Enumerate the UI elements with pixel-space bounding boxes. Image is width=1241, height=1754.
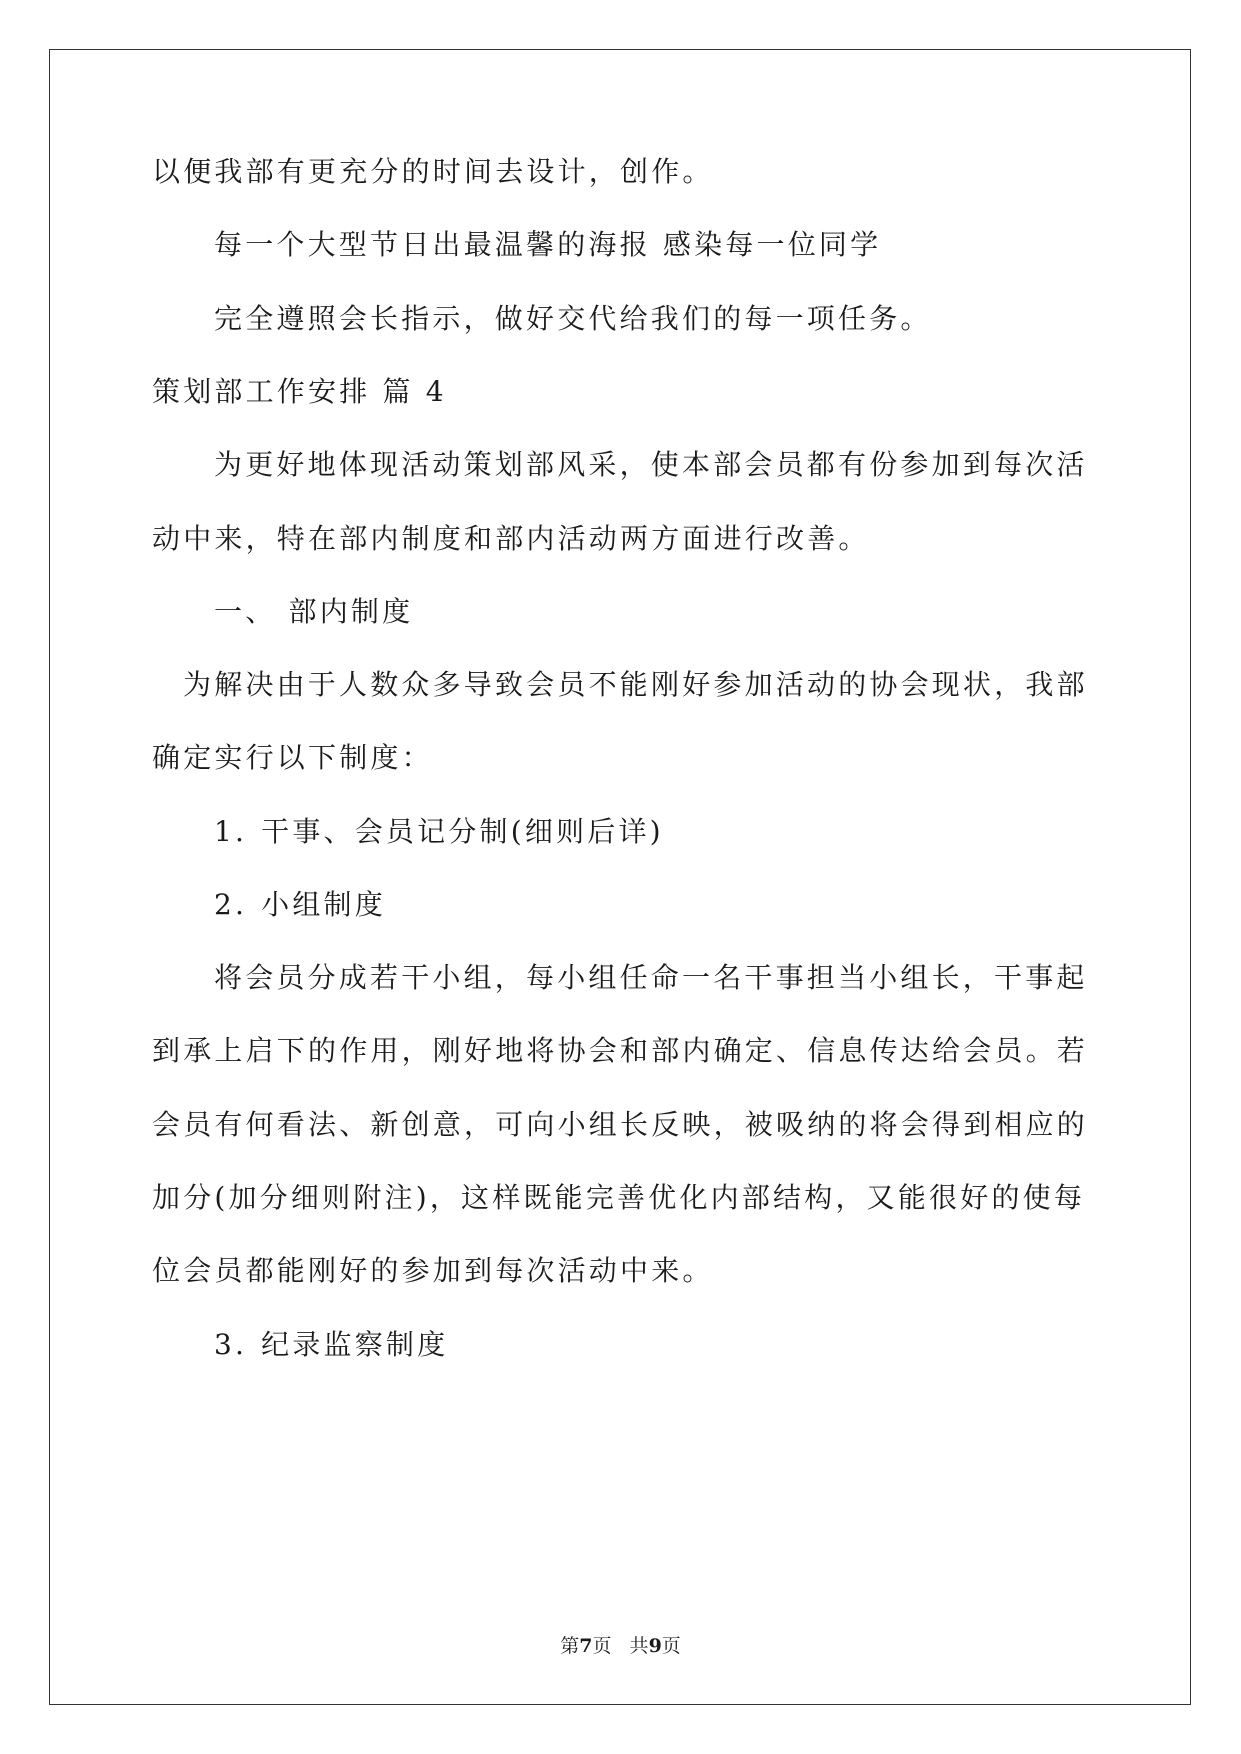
paragraph-line: 位会员都能刚好的参加到每次活动中来。 xyxy=(152,1254,714,1287)
paragraph-line: 每一个大型节日出最温馨的海报 感染每一位同学 xyxy=(214,228,882,261)
list-item-text: 纪录监察制度 xyxy=(261,1328,449,1361)
paragraph-line: 会员有何看法、新创意，可向小组长反映，被吸纳的将会得到相应的 xyxy=(152,1108,1089,1141)
list-item xyxy=(214,812,664,852)
paragraph-line: 加分(加分细则附注)，这样既能完善优化内部结构，又能很好的使每 xyxy=(152,1181,1086,1214)
list-item-number: 3. xyxy=(214,1328,248,1361)
list-item-number: 1. xyxy=(214,815,248,848)
paragraph-line: 为更好地体现活动策划部风采，使本部会员都有份参加到每次活 xyxy=(214,448,1088,481)
paragraph-line: 将会员分成若干小组，每小组任命一名干事担当小组长，干事起 xyxy=(214,961,1088,994)
paragraph-line: 完全遵照会长指示，做好交代给我们的每一项任务。 xyxy=(214,302,932,335)
footer-suffix: 页 xyxy=(661,1635,681,1657)
list-item-number: 2. xyxy=(214,888,248,921)
footer-prefix: 第 xyxy=(560,1635,580,1657)
paragraph-line: 以便我部有更充分的时间去设计，创作。 xyxy=(152,155,714,188)
paragraph-line: 到承上启下的作用，刚好地将协会和部内确定、信息传达给会员。若 xyxy=(152,1034,1089,1067)
footer-total-pages: 9 xyxy=(648,1635,662,1657)
footer-current-page: 7 xyxy=(579,1635,593,1657)
page-border xyxy=(49,49,1191,1705)
page-footer xyxy=(0,1634,1241,1658)
section-heading: 策划部工作安排 篇 4 xyxy=(152,375,447,408)
paragraph-line: 动中来，特在部内制度和部内活动两方面进行改善。 xyxy=(152,522,870,555)
list-item-text: 小组制度 xyxy=(261,888,386,921)
footer-mid: 页 共 xyxy=(592,1635,649,1657)
list-item xyxy=(214,885,386,925)
list-item xyxy=(214,1325,448,1365)
subsection-heading: 一、 部内制度 xyxy=(214,595,414,628)
paragraph-line: 确定实行以下制度： xyxy=(152,741,433,774)
list-item-text: 干事、会员记分制(细则后详) xyxy=(261,815,664,848)
paragraph-line: 为解决由于人数众多导致会员不能刚好参加活动的协会现状，我部 xyxy=(183,668,1088,701)
